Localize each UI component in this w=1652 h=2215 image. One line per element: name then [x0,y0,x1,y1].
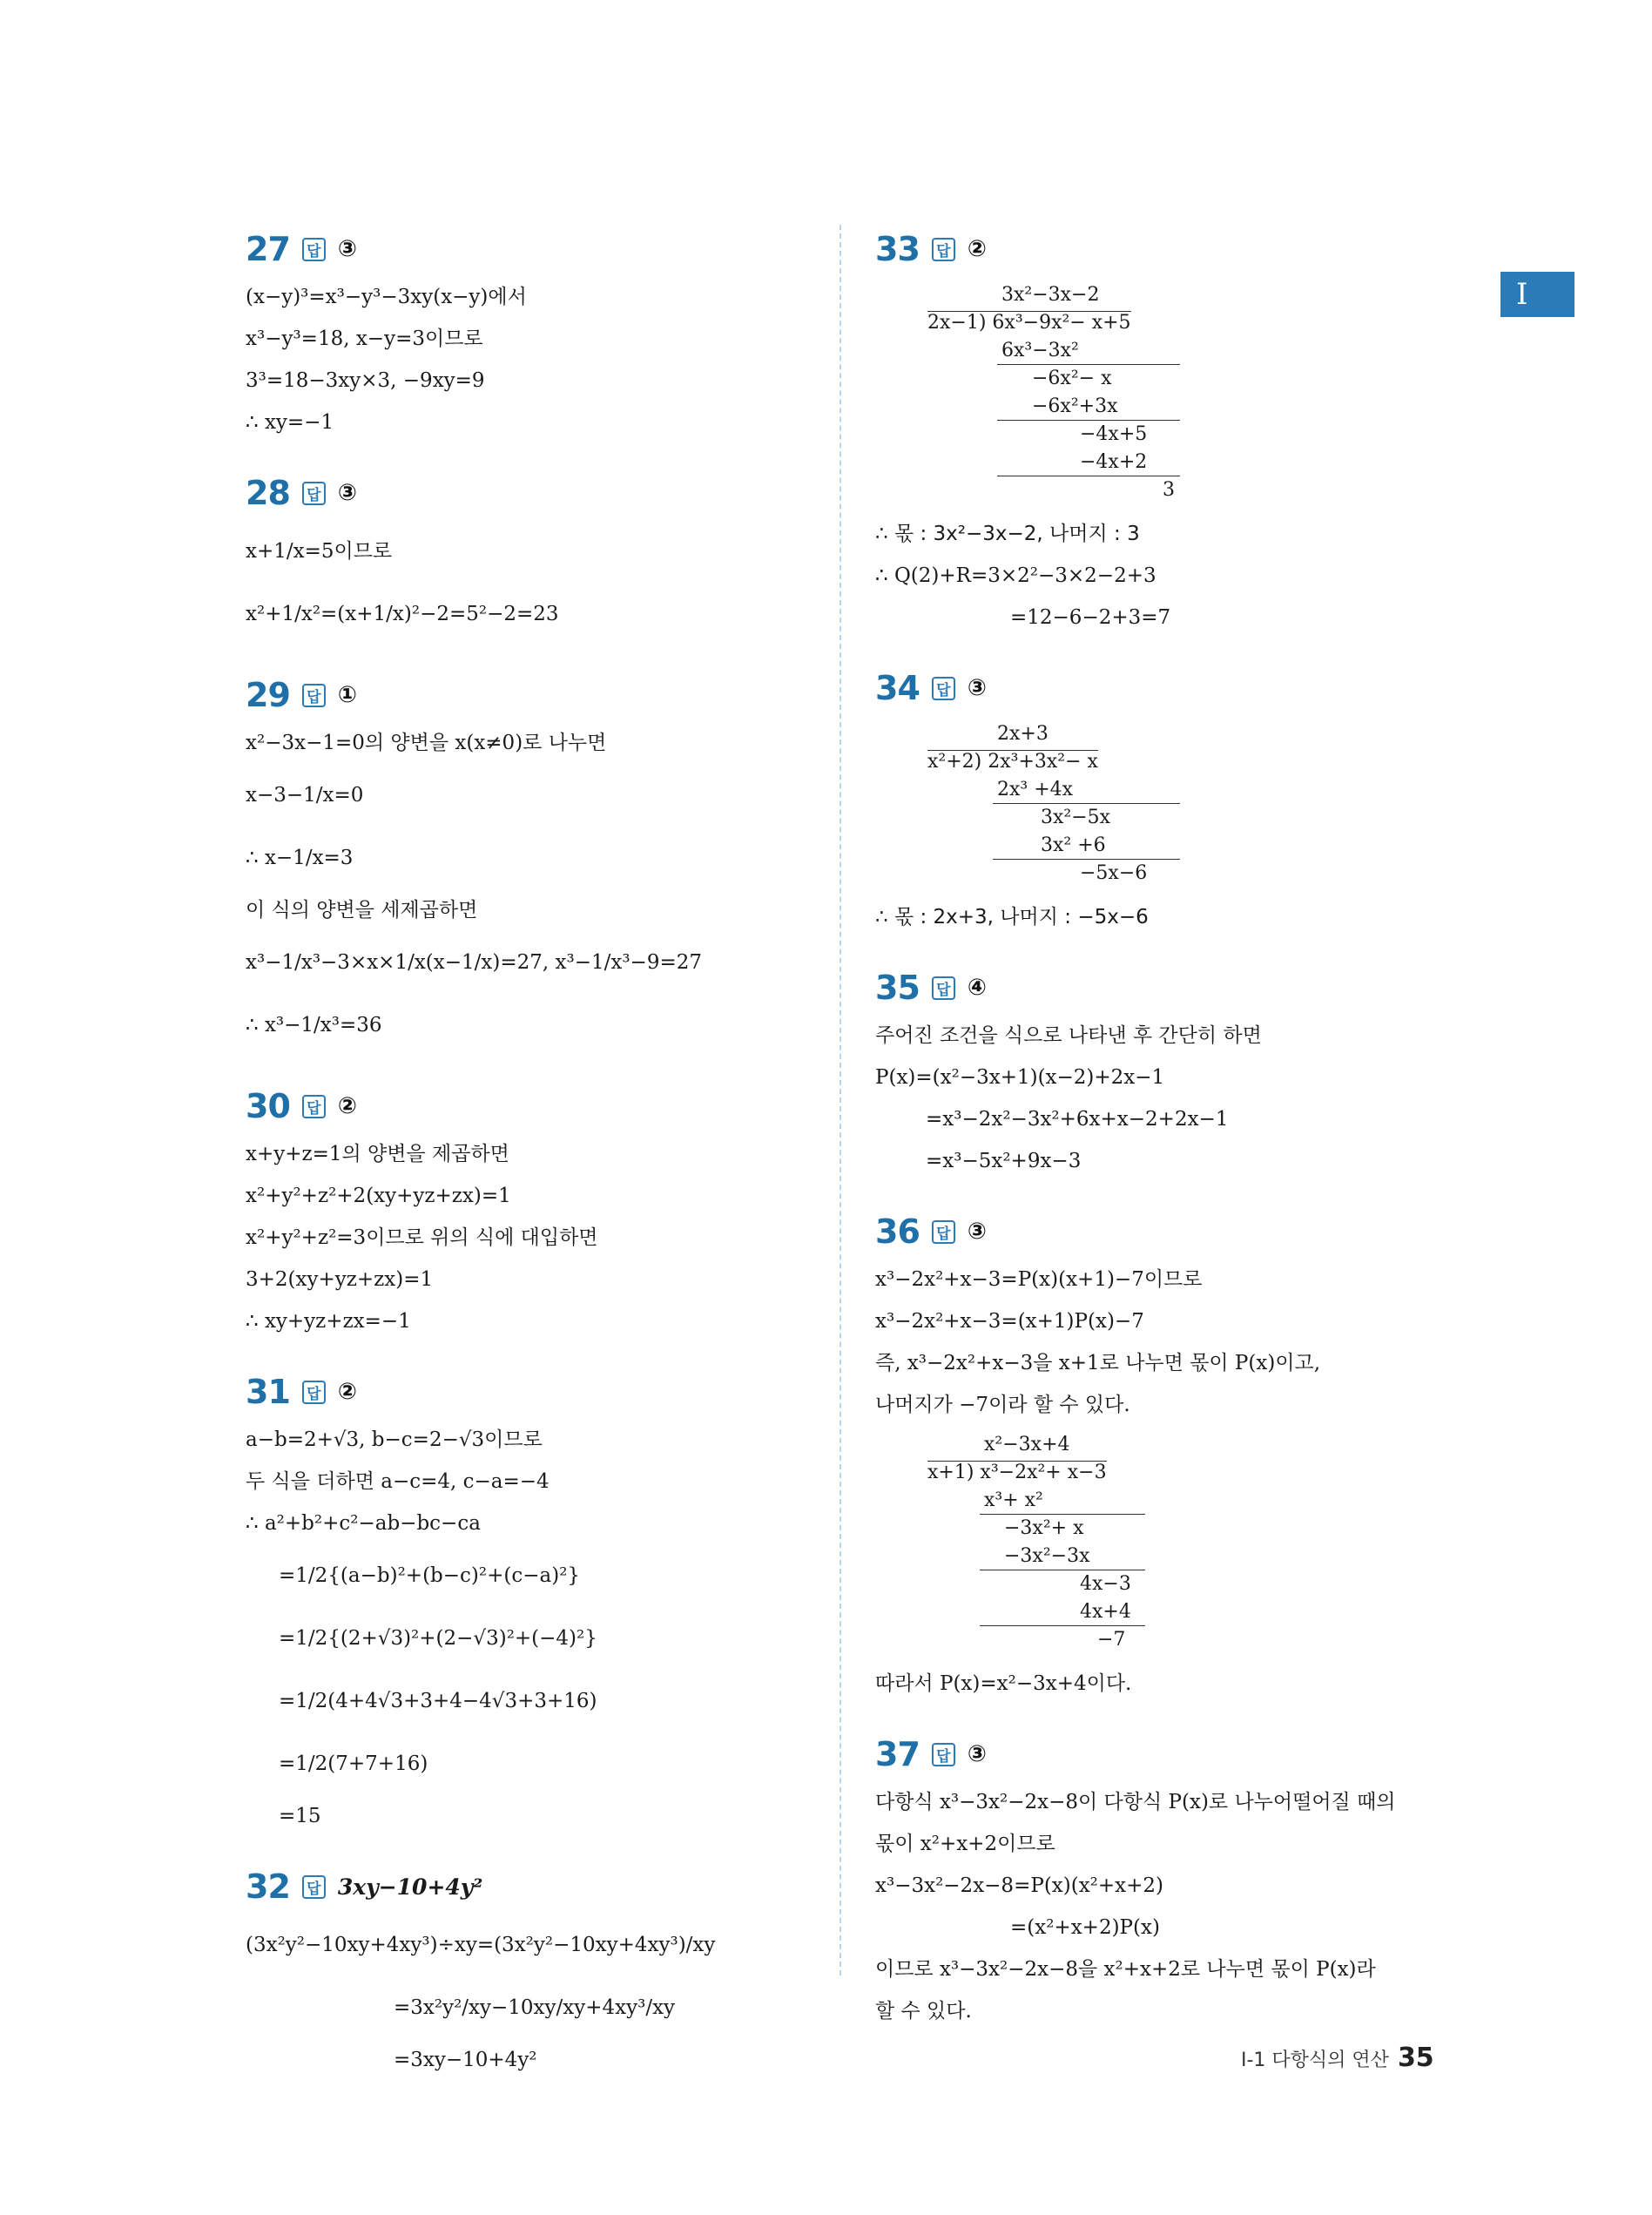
answer-badge: 답 [932,677,955,700]
long-division [927,1431,1476,1654]
solution-line: 다항식 x³−3x²−2x−8이 다항식 P(x)로 나누어떨어질 때의 [875,1791,1396,1813]
solution-line: =1/2(7+7+16) [279,1752,428,1775]
division-step: 4x−3 [1080,1573,1131,1595]
solution-line: =3x²y²/xy−10xy/xy+4xy³/xy [394,1996,676,2019]
solution-line: 3³=18−3xy×3, −9xy=9 [246,369,485,392]
solution-line: x³−3x²−2x−8=P(x)(x²+x+2) [875,1874,1164,1897]
answer-choice: ③ [967,1741,987,1767]
problem-33 [875,222,1476,638]
answer-choice: 3xy−10+4y² [337,1874,483,1900]
answer-choice: ③ [967,675,987,701]
division-step: −6x²− x [1032,368,1112,389]
problem-36 [875,1205,1476,1705]
solution-line: a−b=2+√3, b−c=2−√3이므로 [246,1428,543,1451]
right-column [875,222,1476,2055]
solution-line: x²−3x−1=0의 양변을 x(x≠0)로 나누면 [246,732,607,754]
solution-line: ∴ 몫 : 2x+3, 나머지 : −5x−6 [875,906,1149,929]
problem-number: 34 [875,669,920,707]
answer-choice: ② [337,1093,357,1119]
solution-line: 몫이 x²+x+2이므로 [875,1833,1055,1855]
solution-line: ∴ a²+b²+c²−ab−bc−ca [246,1512,481,1535]
problem-37 [875,1727,1476,2032]
problem-number: 37 [875,1735,920,1773]
solution-line: =1/2{(a−b)²+(b−c)²+(c−a)²} [279,1564,581,1587]
problem-30 [246,1079,855,1342]
solution-line: =12−6−2+3=7 [1010,606,1171,629]
division-remainder: −7 [1097,1629,1126,1651]
problem-27 [246,222,855,443]
division-step: 2x³ +4x [993,776,1180,804]
answer-choice: ① [337,682,357,708]
solution-line: 나머지가 −7이라 할 수 있다. [875,1394,1130,1416]
problem-number: 30 [246,1087,290,1125]
solution-line: 할 수 있다. [875,2000,972,2023]
division-quotient: x²−3x+4 [984,1434,1070,1455]
answer-badge: 답 [932,976,955,1000]
division-step: 3x² +6 [993,832,1180,860]
problem-32 [246,1860,855,2081]
solution-line: x²+y²+z²+2(xy+yz+zx)=1 [246,1185,511,1207]
division-header: 2x−1) 6x³−9x²− x+5 [927,312,1131,334]
problem-number: 32 [246,1867,290,1906]
answer-badge: 답 [932,238,955,261]
division-remainder: 3 [1163,479,1175,501]
solution-line: =3xy−10+4y² [394,2049,537,2071]
division-dividend [927,748,1476,776]
answer-badge: 답 [302,1875,326,1899]
solution-line: (3x²y²−10xy+4xy³)÷xy=(3x²y²−10xy+4xy³)/xy [246,1934,716,1956]
division-step: −4x+5 [1080,423,1148,445]
problem-number: 33 [875,230,920,268]
solution-line: x²+y²+z²=3이므로 위의 식에 대입하면 [246,1226,598,1249]
answer-choice: ③ [337,236,357,262]
division-header: x²+2) 2x³+3x²− x [927,751,1098,773]
division-step: 4x+4 [980,1598,1145,1626]
division-quotient: 3x²−3x−2 [1001,284,1100,306]
division-header: x+1) x³−2x²+ x−3 [927,1462,1107,1483]
problem-29 [246,668,855,1057]
solution-line: ∴ xy=−1 [246,411,334,434]
answer-choice: ④ [967,975,987,1001]
answer-choice: ② [967,236,987,262]
solution-line: x+y+z=1의 양변을 제곱하면 [246,1143,509,1165]
division-step: −4x+2 [997,449,1180,476]
answer-badge: 답 [932,1220,955,1244]
answer-choice: ③ [337,480,357,506]
solution-line: ∴ x−1/x=3 [246,847,354,869]
answer-badge: 답 [302,482,326,505]
chapter-label: I-1 다항식의 연산 [1241,2050,1389,2071]
division-step: 3x²−5x [1041,807,1111,828]
division-step: 6x³−3x² [997,337,1180,365]
page-footer [1241,2043,1434,2073]
left-column [246,222,855,2104]
solution-line: x³−2x²+x−3=(x+1)P(x)−7 [875,1310,1144,1333]
solution-line: 이므로 x³−3x²−2x−8을 x²+x+2로 나누면 몫이 P(x)라 [875,1958,1376,1981]
solution-line: ∴ 몫 : 3x²−3x−2, 나머지 : 3 [875,523,1140,545]
solution-line: x−3−1/x=0 [246,784,364,807]
solution-line: P(x)=(x²−3x+1)(x−2)+2x−1 [875,1066,1165,1089]
problem-31 [246,1365,855,1837]
answer-badge: 답 [932,1743,955,1766]
long-division [927,281,1476,504]
solution-line: =15 [279,1805,321,1827]
problem-28 [246,466,855,645]
solution-line: ∴ xy+yz+zx=−1 [246,1310,411,1333]
solution-line: ∴ Q(2)+R=3×2²−3×2−2+3 [875,564,1156,587]
division-dividend [927,309,1476,337]
answer-badge: 답 [302,1381,326,1404]
page-number: 35 [1397,2043,1434,2073]
solution-line: 즉, x³−2x²+x−3을 x+1로 나누면 몫이 P(x)이고, [875,1352,1321,1374]
chapter-tab: I [1500,272,1574,317]
answer-choice: ② [337,1379,357,1405]
solution-line: 이 식의 양변을 세제곱하면 [246,899,478,922]
answer-badge: 답 [302,684,326,707]
problem-35 [875,961,1476,1182]
solution-line: 따라서 P(x)=x²−3x+4이다. [875,1672,1132,1695]
division-quotient: 2x+3 [997,723,1049,745]
solution-line: 두 식을 더하면 a−c=4, c−a=−4 [246,1470,550,1493]
solution-line: x³−1/x³−3×x×1/x(x−1/x)=27, x³−1/x³−9=27 [246,951,702,974]
solution-line: =x³−5x²+9x−3 [926,1150,1082,1172]
division-step: x³+ x² [980,1487,1145,1515]
solution-line: 주어진 조건을 식으로 나타낸 후 간단히 하면 [875,1024,1262,1047]
solution-line: x³−2x²+x−3=P(x)(x+1)−7이므로 [875,1268,1203,1291]
answer-badge: 답 [302,1095,326,1118]
division-dividend [927,1459,1476,1487]
problem-number: 29 [246,676,290,714]
answer-badge: 답 [302,238,326,261]
long-division [927,720,1476,888]
solution-line: 3+2(xy+yz+zx)=1 [246,1268,434,1291]
division-step: −3x²−3x [980,1543,1145,1570]
solution-line: x²+1/x²=(x+1/x)²−2=5²−2=23 [246,603,559,625]
solution-line: x+1/x=5이므로 [246,540,393,563]
problem-number: 27 [246,230,290,268]
answer-choice: ③ [967,1219,987,1245]
problem-34 [875,661,1476,938]
problem-number: 31 [246,1373,290,1411]
problem-number: 36 [875,1212,920,1251]
division-remainder: −5x−6 [1080,862,1148,884]
problem-number: 35 [875,969,920,1007]
problem-number: 28 [246,474,290,512]
solution-line: =x³−2x²−3x²+6x+x−2+2x−1 [926,1108,1229,1131]
solution-line: (x−y)³=x³−y³−3xy(x−y)에서 [246,286,527,308]
solution-line: =1/2(4+4√3+3+4−4√3+3+16) [279,1690,597,1712]
division-step: −6x²+3x [997,393,1180,421]
division-step: −3x²+ x [1004,1517,1084,1539]
solution-line: =(x²+x+2)P(x) [1010,1916,1160,1939]
solution-line: x³−y³=18, x−y=3이므로 [246,328,483,350]
solution-line: =1/2{(2+√3)²+(2−√3)²+(−4)²} [279,1627,597,1650]
solution-line: ∴ x³−1/x³=36 [246,1014,382,1037]
